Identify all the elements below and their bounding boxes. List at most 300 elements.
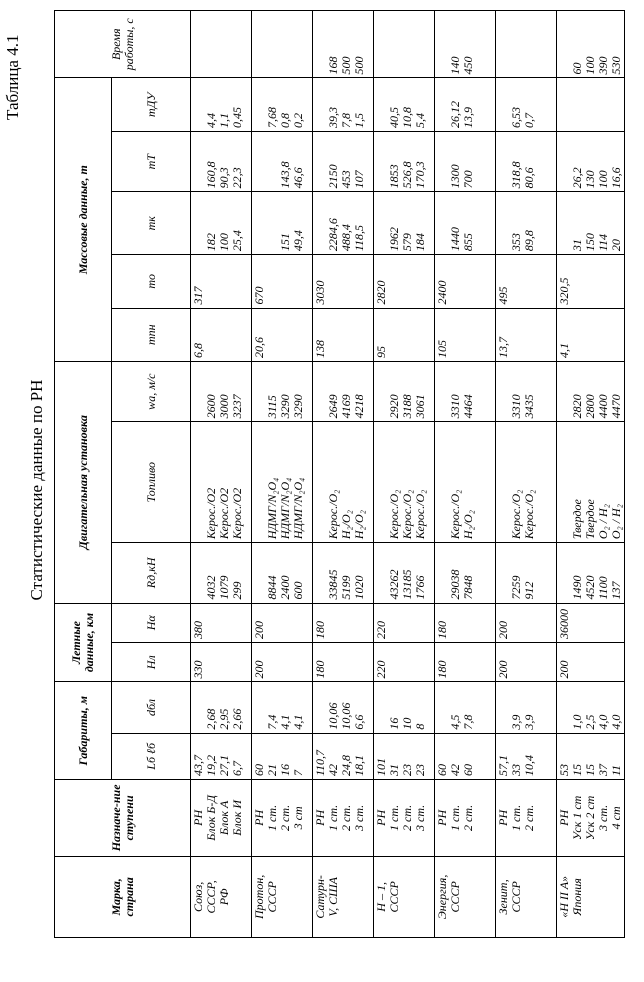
diameter-cell-line: 2,95	[217, 708, 231, 730]
thrust-cell-line: 1490	[570, 575, 584, 600]
time-cell-line	[192, 14, 205, 75]
time-cell-line	[218, 14, 231, 75]
stage-cell-line: 3 ст.	[352, 804, 366, 831]
fuel-cell	[374, 422, 435, 543]
thrust-cell-line: 43262	[387, 569, 401, 600]
fuel-cell-line: H₂/О₂	[339, 510, 353, 540]
engine-mass-cell-line	[597, 82, 610, 128]
payload-mass-cell-line: 13,7	[496, 336, 510, 358]
length-cell-line: 110,7	[313, 749, 327, 777]
length-cell	[496, 733, 557, 779]
length-cell-line: 21	[265, 764, 279, 777]
stage-cell	[252, 780, 313, 857]
stage-cell-line: РН	[313, 809, 327, 826]
brand-cell	[435, 856, 496, 937]
length-cell-line: 27,1	[217, 755, 231, 777]
velocity-cell-line: 3310	[509, 394, 523, 419]
fuel-cell-line: O₂ / H₂	[609, 504, 623, 540]
time-cell-line: 168	[326, 56, 340, 75]
length-cell-line: 37	[596, 764, 610, 777]
fuel-cell	[252, 422, 313, 543]
thrust-cell	[557, 543, 625, 603]
structure-mass-cell-line: 114	[596, 233, 610, 252]
brand-cell-line: СССР	[448, 881, 462, 913]
stage-cell-line: 3 ст.	[596, 804, 610, 831]
time-cell-line: 100	[583, 56, 597, 75]
velocity-cell	[496, 361, 557, 421]
engine-mass-cell-line: 1,5	[352, 112, 366, 128]
velocity-cell-line: 4470	[609, 394, 623, 419]
thrust-cell	[496, 543, 557, 603]
table-row	[252, 11, 313, 938]
header-dims: Габариты, м	[55, 682, 112, 780]
length-cell	[557, 733, 625, 779]
fuel-mass-cell-line: 2150	[326, 164, 340, 189]
fuel-cell	[496, 422, 557, 543]
diameter-cell	[191, 682, 252, 733]
engine-mass-cell-line: 7,68	[265, 106, 279, 128]
diameter-cell-line: 4,1	[291, 714, 305, 730]
thrust-cell	[313, 543, 374, 603]
velocity-cell-line: 3290	[291, 394, 305, 419]
fuel-cell-line: Твердое	[570, 499, 584, 540]
brand-cell-line: СССР	[509, 881, 523, 913]
stage-cell-line: РН	[191, 809, 205, 826]
length-cell-line: 60	[435, 764, 449, 777]
stage-cell-line: 2 ст.	[278, 804, 292, 831]
length-cell-line: 23	[400, 764, 414, 777]
stage-cell-line: 4 ст	[609, 806, 623, 830]
structure-mass-cell-line	[253, 195, 266, 251]
structure-mass-cell-line: 31	[570, 239, 584, 252]
initial-mass-cell-line: 670	[252, 286, 266, 305]
ha-cell	[252, 603, 313, 642]
subheader-ha: Hα	[112, 603, 191, 642]
hl-cell	[252, 643, 313, 682]
structure-mass-cell-line: 25,4	[230, 230, 244, 252]
engine-mass-cell-line: 40,5	[387, 106, 401, 128]
fuel-mass-cell	[557, 131, 625, 191]
fuel-cell-line: Керос./О2	[204, 487, 218, 540]
stage-cell-line: 1 ст.	[509, 804, 523, 831]
hl-cell	[557, 643, 625, 682]
engine-mass-cell	[435, 78, 496, 131]
table-row	[313, 11, 374, 938]
fuel-cell-line: Твердое	[583, 499, 597, 540]
table-row	[374, 11, 435, 938]
ha-cell	[435, 603, 496, 642]
stage-cell	[435, 780, 496, 857]
brand-cell-line: Япония	[570, 878, 584, 916]
thrust-cell-line: 4520	[583, 575, 597, 600]
diameter-cell-line: 8	[413, 723, 427, 730]
initial-mass-cell	[313, 255, 374, 308]
stage-cell-line: 2 ст.	[461, 804, 475, 831]
ha-cell	[496, 603, 557, 642]
brand-cell-line: «Н II A»	[557, 875, 571, 918]
hl-cell	[496, 643, 557, 682]
brand-cell	[557, 856, 625, 937]
stage-cell-line: Блок И	[230, 800, 244, 836]
time-cell-line	[279, 14, 292, 75]
time-cell	[557, 11, 625, 79]
structure-mass-cell	[496, 192, 557, 255]
length-cell-line: 53	[557, 764, 571, 777]
payload-mass-cell	[557, 308, 625, 361]
table-title: Статистические данные по РН	[27, 379, 46, 601]
subheader-fuel: Топливо	[112, 422, 191, 543]
fuel-mass-cell	[374, 131, 435, 191]
header-flight: Летные данные, км	[55, 603, 112, 682]
velocity-cell-line: 3290	[278, 394, 292, 419]
velocity-cell-line: 3115	[265, 395, 279, 419]
fuel-mass-cell	[496, 131, 557, 191]
fuel-mass-cell	[435, 131, 496, 191]
ha-cell-line: 36000	[557, 609, 571, 640]
table-row	[557, 11, 625, 938]
brand-cell-line: РФ	[217, 888, 231, 906]
structure-mass-cell	[435, 192, 496, 255]
diameter-cell	[313, 682, 374, 733]
time-cell-line	[523, 14, 536, 75]
header-purpose: Назначе-ние ступени	[55, 780, 191, 857]
time-cell-line	[375, 14, 388, 75]
velocity-cell-line: 3237	[230, 394, 244, 419]
brand-cell-line: Протон,	[252, 874, 266, 919]
velocity-cell-line: 2600	[204, 394, 218, 419]
time-cell	[496, 11, 557, 79]
payload-mass-cell	[435, 308, 496, 361]
structure-mass-cell	[313, 192, 374, 255]
brand-cell-line: Зенит,	[496, 879, 510, 915]
length-cell	[252, 733, 313, 779]
engine-mass-cell-line: 7,8	[339, 112, 353, 128]
fuel-cell	[435, 422, 496, 543]
engine-mass-cell	[313, 78, 374, 131]
engine-mass-cell-line	[584, 82, 597, 128]
fuel-cell-line: Керос./О₂	[387, 489, 401, 540]
velocity-cell	[252, 361, 313, 421]
stage-cell-line: РН	[496, 809, 510, 826]
payload-mass-cell	[374, 308, 435, 361]
structure-mass-cell-line: 1440	[448, 227, 462, 252]
fuel-cell-line: Керос./О2	[230, 487, 244, 540]
length-cell-line: 43,7	[191, 755, 205, 777]
stage-cell	[557, 780, 625, 857]
thrust-cell-line: 299	[230, 581, 244, 600]
structure-mass-cell	[557, 192, 625, 255]
length-cell-line: 7	[291, 770, 305, 777]
brand-cell-line: СССР,	[204, 880, 218, 914]
diameter-cell-line: 4,5	[448, 714, 462, 730]
brand-cell-line: Сатурн-	[313, 875, 327, 919]
payload-mass-cell-line: 4,1	[557, 342, 571, 358]
thrust-cell-line: 2400	[278, 575, 292, 600]
diameter-cell-line: 2,68	[204, 708, 218, 730]
time-cell-line	[414, 14, 427, 75]
fuel-mass-cell-line: 170,3	[413, 161, 427, 189]
length-cell-line: 6,7	[230, 761, 244, 777]
fuel-mass-cell-line: 453	[339, 170, 353, 189]
velocity-cell-line: 2800	[583, 394, 597, 419]
length-cell	[435, 733, 496, 779]
stage-cell	[496, 780, 557, 857]
subheader-fuel-mass: mТ	[112, 131, 191, 191]
ha-cell-line: 200	[496, 621, 510, 640]
initial-mass-cell-line: 3030	[313, 280, 327, 305]
initial-mass-cell	[435, 255, 496, 308]
initial-mass-cell	[191, 255, 252, 308]
engine-mass-cell-line: 13,9	[461, 106, 475, 128]
diameter-cell-line: 10,06	[339, 702, 353, 730]
length-cell-line: 57,1	[496, 755, 510, 777]
ha-cell	[191, 603, 252, 642]
fuel-mass-cell-line: 1300	[448, 164, 462, 189]
structure-mass-cell-line: 1962	[387, 227, 401, 252]
fuel-mass-cell-line: 130	[583, 170, 597, 189]
stage-cell-line: РН	[435, 809, 449, 826]
ha-cell-line: 180	[313, 621, 327, 640]
velocity-cell	[313, 361, 374, 421]
hl-cell	[191, 643, 252, 682]
thrust-cell-line: 1020	[352, 575, 366, 600]
thrust-cell-line: 7848	[461, 575, 475, 600]
fuel-mass-cell-line: 46,6	[291, 167, 305, 189]
payload-mass-cell	[313, 308, 374, 361]
fuel-cell	[557, 422, 625, 543]
length-cell-line: 101	[374, 758, 388, 777]
fuel-cell-line: Керос./О₂	[509, 489, 523, 540]
payload-mass-cell-line: 20,6	[252, 336, 266, 358]
stage-cell-line: РН	[374, 809, 388, 826]
hl-cell-line: 180	[435, 660, 449, 679]
time-cell	[252, 11, 313, 79]
structure-mass-cell-line: 488,4	[339, 224, 353, 252]
diameter-cell-line: 4,0	[596, 714, 610, 730]
initial-mass-cell-line: 320,5	[557, 277, 571, 305]
header-mass: Массовые данные, т	[55, 78, 112, 361]
stage-cell-line: Блок А	[217, 800, 231, 836]
time-cell-line: 60	[570, 62, 584, 75]
structure-mass-cell	[191, 192, 252, 255]
diameter-cell	[374, 682, 435, 733]
payload-mass-cell	[496, 308, 557, 361]
diameter-cell-line: 4,1	[278, 714, 292, 730]
thrust-cell-line: 1100	[596, 576, 610, 600]
velocity-cell-line: 4169	[339, 394, 353, 419]
stage-cell	[191, 780, 252, 857]
fuel-mass-cell-line: 26,2	[570, 167, 584, 189]
time-cell	[374, 11, 435, 79]
hl-cell-line: 330	[191, 660, 205, 679]
diameter-cell	[252, 682, 313, 733]
initial-mass-cell	[557, 255, 625, 308]
fuel-mass-cell-line: 22,3	[230, 167, 244, 189]
fuel-cell-line: H₂/О₂	[461, 510, 475, 540]
engine-mass-cell	[496, 78, 557, 131]
stage-cell	[313, 780, 374, 857]
engine-mass-cell	[557, 78, 625, 131]
payload-mass-cell-line: 138	[313, 339, 327, 358]
structure-mass-cell-line: 2284,6	[326, 218, 340, 252]
initial-mass-cell	[374, 255, 435, 308]
diameter-cell	[557, 682, 625, 733]
diameter-cell-line: 7,8	[461, 714, 475, 730]
stage-cell-line: Уск 2 ст	[583, 795, 597, 841]
time-cell-line: 500	[352, 56, 366, 75]
subheader-payload-mass: mпн	[112, 308, 191, 361]
fuel-cell-line: НДМГ/N₂O₄	[265, 477, 279, 540]
time-cell-line	[401, 14, 414, 75]
payload-mass-cell	[252, 308, 313, 361]
fuel-cell-line: Керос./О₂	[448, 489, 462, 540]
fuel-mass-cell-line: 107	[352, 170, 366, 189]
initial-mass-cell	[252, 255, 313, 308]
thrust-cell	[191, 543, 252, 603]
thrust-cell-line: 1079	[217, 575, 231, 600]
thrust-cell	[252, 543, 313, 603]
brand-cell-line: СССР	[265, 881, 279, 913]
stage-cell-line: 1 ст.	[326, 804, 340, 831]
time-cell-line	[205, 14, 218, 75]
brand-cell-line: Энергия,	[435, 874, 449, 920]
diameter-cell-line: 2,5	[583, 714, 597, 730]
header-engine: Двигательная установка	[55, 361, 112, 603]
engine-mass-cell-line: 5,4	[413, 112, 427, 128]
stage-cell-line: РН	[252, 809, 266, 826]
time-cell-line	[266, 14, 279, 75]
brand-cell	[252, 856, 313, 937]
header-time: Время работы, с	[55, 11, 191, 79]
initial-mass-cell-line: 495	[496, 286, 510, 305]
diameter-cell-line: 7,4	[265, 714, 279, 730]
stage-cell-line: 2 ст.	[339, 804, 353, 831]
table-row	[435, 11, 496, 938]
velocity-cell-line: 4400	[596, 394, 610, 419]
velocity-cell-line: 3310	[448, 394, 462, 419]
structure-mass-cell-line: 353	[509, 233, 523, 252]
length-cell-line: 23	[413, 764, 427, 777]
initial-mass-cell	[496, 255, 557, 308]
table-number-label: Таблица 4.1	[3, 34, 22, 120]
fuel-mass-cell	[191, 131, 252, 191]
time-cell-line: 530	[609, 56, 623, 75]
engine-mass-cell-line: 6,53	[509, 106, 523, 128]
length-cell-line: 19,2	[204, 755, 218, 777]
structure-mass-cell-line: 151	[278, 233, 292, 252]
length-cell	[191, 733, 252, 779]
thrust-cell-line: 137	[609, 581, 623, 600]
diameter-cell-line: 10	[400, 717, 414, 730]
velocity-cell-line: 4464	[461, 394, 475, 419]
engine-mass-cell	[191, 78, 252, 131]
fuel-mass-cell-line: 526,8	[400, 161, 414, 189]
velocity-cell-line: 4218	[352, 394, 366, 419]
diameter-cell-line: 3,9	[522, 714, 536, 730]
brand-cell	[374, 856, 435, 937]
diameter-cell-line: 4,0	[609, 714, 623, 730]
rocket-stats-table	[54, 10, 625, 938]
hl-cell-line: 200	[496, 660, 510, 679]
time-cell-line	[510, 14, 523, 75]
time-cell	[191, 11, 252, 79]
length-cell-line: 33	[509, 764, 523, 777]
time-cell-line: 390	[596, 56, 610, 75]
payload-mass-cell-line: 95	[374, 345, 388, 358]
fuel-cell-line: O₂ / H₂	[596, 504, 610, 540]
stage-cell-line: Уск 1 ст	[570, 795, 584, 841]
velocity-cell-line: 2920	[387, 394, 401, 419]
ha-cell-line: 200	[252, 621, 266, 640]
engine-mass-cell-line: 4,4	[204, 112, 218, 128]
stage-cell	[374, 780, 435, 857]
table-row	[496, 11, 557, 938]
fuel-cell-line: Керос./О2	[217, 487, 231, 540]
length-cell-line: 18,1	[352, 755, 366, 777]
time-cell	[313, 11, 374, 79]
thrust-cell-line: 33845	[326, 569, 340, 600]
structure-mass-cell-line: 89,8	[522, 230, 536, 252]
fuel-mass-cell-line: 16,6	[609, 167, 623, 189]
fuel-mass-cell-line: 143,8	[278, 161, 292, 189]
diameter-cell-line: 1,0	[570, 714, 584, 730]
structure-mass-cell-line: 100	[217, 233, 231, 252]
length-cell-line: 42	[448, 764, 462, 777]
initial-mass-cell-line: 2400	[435, 280, 449, 305]
velocity-cell	[374, 361, 435, 421]
rotated-table-container	[54, 10, 634, 938]
time-cell	[435, 11, 496, 79]
brand-cell-line: V, США	[326, 877, 340, 917]
length-cell-line: 15	[583, 764, 597, 777]
structure-mass-cell-line: 20	[609, 239, 623, 252]
subheader-length: Lб ℓб	[112, 733, 191, 779]
fuel-cell-line: Керос./О₂	[400, 489, 414, 540]
time-cell-line: 450	[461, 56, 475, 75]
fuel-cell-line: Керос./О₂	[413, 489, 427, 540]
velocity-cell-line: 3188	[400, 394, 414, 419]
hl-cell-line: 220	[374, 660, 388, 679]
structure-mass-cell-line: 579	[400, 233, 414, 252]
length-cell-line: 10,4	[522, 755, 536, 777]
engine-mass-cell-line	[571, 82, 584, 128]
engine-mass-cell	[252, 78, 313, 131]
ha-cell-line: 180	[435, 621, 449, 640]
time-cell-line	[388, 14, 401, 75]
engine-mass-cell	[374, 78, 435, 131]
brand-cell	[191, 856, 252, 937]
hl-cell-line: 200	[252, 660, 266, 679]
fuel-cell-line: H₂/О₂	[352, 510, 366, 540]
brand-cell	[313, 856, 374, 937]
thrust-cell-line: 8844	[265, 575, 279, 600]
stage-cell-line: 3 ст.	[413, 804, 427, 831]
length-cell-line: 24,8	[339, 755, 353, 777]
fuel-cell-line: НДМГ/N₂O₄	[278, 477, 292, 540]
engine-mass-cell-line: 10,8	[400, 106, 414, 128]
diameter-cell	[435, 682, 496, 733]
fuel-mass-cell-line: 80,6	[522, 167, 536, 189]
stage-cell-line: 2 ст.	[522, 804, 536, 831]
engine-mass-cell-line: 1,1	[217, 112, 231, 128]
fuel-mass-cell-line: 700	[461, 170, 475, 189]
structure-mass-cell	[252, 192, 313, 255]
subheader-initial-mass: mо	[112, 255, 191, 308]
thrust-cell-line: 5199	[339, 575, 353, 600]
length-cell	[313, 733, 374, 779]
hl-cell-line: 180	[313, 660, 327, 679]
structure-mass-cell-line: 182	[204, 233, 218, 252]
